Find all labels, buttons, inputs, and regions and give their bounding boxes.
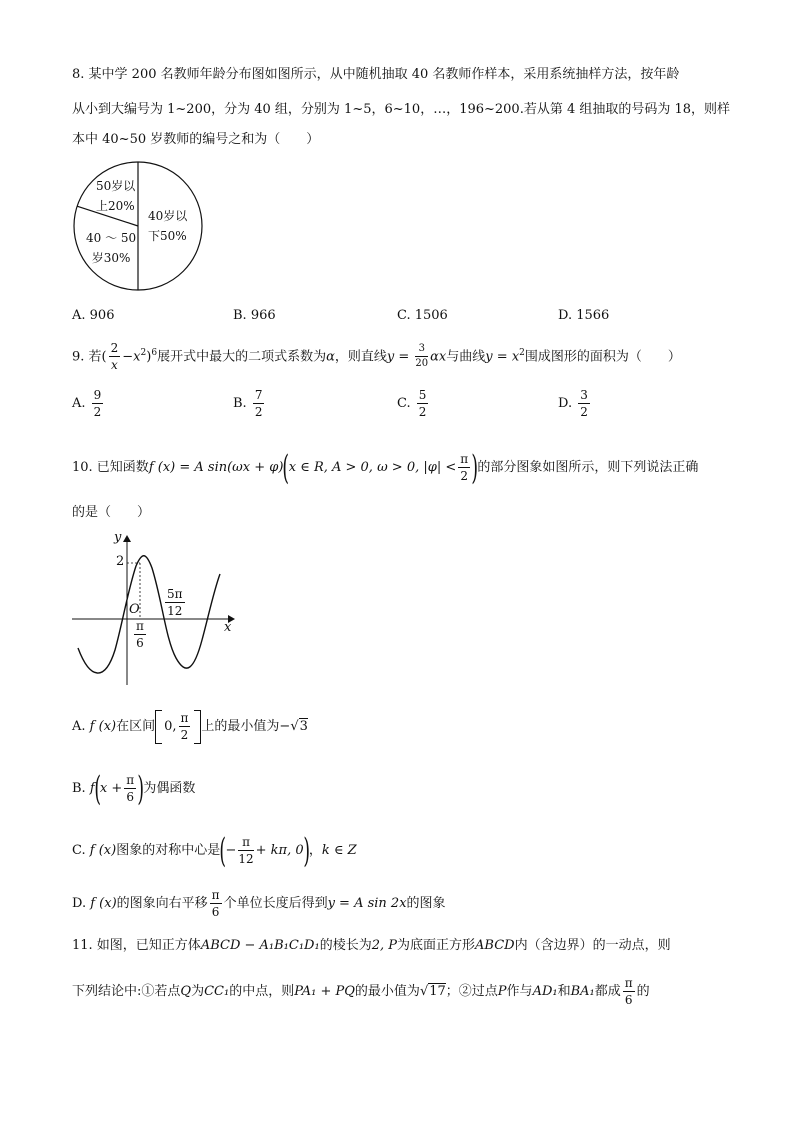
q9-eq: = [394,349,414,365]
age-pie-chart [70,158,206,294]
q10-c-t2: ， [308,843,322,858]
q9-stem: 9. 若( $\frac{2}{x}$ $-x^2)^6$展开式中最大的二项式系数为α，则直线y = $\frac{3}{20}$ αx与曲线$y = x^2$围成图形的面积为（ ） [72,341,681,373]
q11-abcd: ABCD [475,938,515,953]
q11-sqrt17: 17 [429,984,446,999]
q11-l1b: 的棱长为 [319,938,372,953]
q10-c-fx: f (x) [89,843,117,858]
q9-d-num: 3 [580,388,588,402]
q11-l1a: 11. 如图，已知正方体 [72,938,201,953]
q10-cond: x ∈ R, A > 0, ω > 0, |φ| < [288,460,457,475]
q10-line-2: 的是（ ） [72,505,151,520]
q8-line-2: 从小到大编号为 1~200，分为 40 组，分别为 1~5，6~10，…，196~200.若从第 4 组抽取的号码为 18，则样 [72,102,731,117]
q11-l2e: ；②过点 [445,984,498,999]
pie-slice-over50 [96,176,135,216]
q8-option-d[interactable]: D. 1566 [558,308,610,323]
q9-c-num: 5 [418,388,427,402]
pie-label-under40-b: 下50% [148,229,187,243]
graph-tick2-num: 5π [167,587,183,601]
q11-l2f: 作与 [506,984,533,999]
q9-option-c[interactable] [397,384,430,424]
graph-origin: O [129,602,140,617]
q9-a-letter: A. [72,396,86,411]
q10-a-letter: A. [72,719,86,734]
q11-ad1: AD₁ [532,984,558,999]
q10-a-pi: π [180,711,189,725]
q11-l2a: 下列结论中:①若点 [72,984,181,999]
q10-option-b[interactable]: B. f(x + $\frac{\pi}{6}$ )为偶函数 [72,768,196,809]
q9-frac-den: x [111,358,118,373]
q9-alpha: α [326,349,335,365]
q11-l1c: 为底面正方形 [397,938,476,953]
q9-y: y [386,349,395,365]
pie-slice-under40 [148,206,187,246]
q9-d-letter: D. [558,396,573,411]
q10-d-fx: f (x) [90,896,117,911]
graph-tick-5pi12 [165,588,185,617]
q9-mid1: 展开式中最大的二项式系数为 [157,349,327,365]
q10-d-pi: π [211,888,220,902]
q10-c-letter: C. [72,843,86,858]
q10-a-zero: 0, [164,719,177,734]
q11-two: 2, P [371,938,397,953]
graph-tick1-num: π [136,619,144,633]
q10-b-t: 为偶函数 [143,781,196,796]
q11-l2g: 和 [557,984,571,999]
q11-l2i: 的 [636,984,650,999]
q10-a-t2: 上的最小值为 [201,719,280,734]
q10-prefix: 10. 已知函数 [72,460,149,475]
sine-curve [78,556,220,673]
graph-tick2-den: 12 [167,604,183,618]
q10-b-f: f [89,781,95,796]
q11-l2h: 都成 [594,984,621,999]
q9-option-a[interactable] [72,384,105,424]
q10-tail: 的部分图象如图所示，则下列说法正确 [477,460,699,475]
q11-pi: π [624,976,633,990]
q9-c-letter: C. [397,396,411,411]
q11-l2d: 的最小值为 [354,984,420,999]
q10-c-twelve: 12 [238,852,254,866]
q10-pi: π [460,452,469,466]
q10-d-t3: 的图象 [406,896,446,911]
pie-label-40to50-a: 40 ～ 50 [86,231,137,245]
q11-q: Q [180,984,192,999]
q10-c-k: k ∈ Z [321,843,357,858]
pie-label-over50-a: 50岁以 [96,179,136,193]
q8-line-3: 本中 40~50 岁教师的编号之和为（ ） [72,132,320,147]
q9-b-letter: B. [233,396,247,411]
q10-d-t1: 的图象向右平移 [116,896,208,911]
q9-mid2: ，则直线 [334,349,387,365]
graph-tick1-den: 6 [136,636,144,650]
q11-p: P [497,984,507,999]
q11-l2b: 为 [191,984,205,999]
q9-sq2: 2 [519,348,525,358]
q9-option-d[interactable] [558,384,592,424]
q8-option-c[interactable]: C. 1506 [397,308,448,323]
q9-b-den: 2 [254,405,263,419]
q9-frac-num: 2 [110,341,119,356]
q11-six: 6 [624,993,633,1007]
q8-option-a[interactable]: A. 906 [72,308,115,323]
pie-label-under40-a: 40岁以 [148,209,188,223]
q10-d-six: 6 [211,905,220,919]
pie-label-40to50-b: 岁30% [91,251,131,265]
q11-line-1 [72,937,671,955]
q10-b-pi: π [126,773,135,787]
pie-slice-40to50 [86,228,136,268]
q8-option-b[interactable]: B. 966 [233,308,276,323]
q10-option-a[interactable]: A. f (x)在区间 0, $\frac{\pi}{2}$ 上的最小值为−√3 [72,711,308,742]
q11-cube: ABCD − A₁B₁C₁D₁ [200,938,320,953]
q9-sq: 2 [140,348,147,358]
graph-x-label: x [224,620,232,635]
q9-option-b[interactable] [233,384,266,424]
pie-label-over50-b: 上20% [96,199,135,213]
q9-prefix: 9. 若 [72,349,102,365]
q9-k-num: 3 [415,344,428,357]
q10-b-six: 6 [126,790,135,804]
q10-a-t1: 在区间 [116,719,156,734]
q8-line-1: 8. 某中学 200 名教师年龄分布图如图所示，从中随机抽取 40 名教师作样本，采用系统抽样方法，按年龄 [72,67,680,82]
q9-x: x [133,349,141,365]
q9-a-num: 9 [93,388,102,402]
q9-d-den: 2 [580,405,588,419]
q10-stem: 10. 已知函数f (x) = A sin(ωx + φ)(x ∈ R, A > 0, ω > 0, |φ| < $\frac{\pi}{2}$ )的部分图象如图所示，则下列说法正确 [72,447,699,488]
q10-b-letter: B. [72,781,86,796]
q10-two: 2 [460,469,469,483]
q9-a-den: 2 [93,405,102,419]
q10-a-two: 2 [180,728,189,742]
q9-minus: − [122,349,134,365]
q11-l2c: 的中点，则 [229,984,295,999]
q10-a-fx: f (x) [89,719,117,734]
sine-graph [70,530,240,690]
graph-y-label: y [114,530,122,545]
q10-c-minus: − [225,843,237,858]
q9-ax: αx [430,349,447,365]
q10-a-minus: − [279,719,291,734]
q10-d-letter: D. [72,896,87,911]
q11-ba1: BA₁ [570,984,595,999]
q10-a-sqrt: 3 [299,719,308,734]
q9-tail: 围成图形的面积为（ ） [524,349,681,365]
q9-pow: 6 [151,348,158,358]
q10-b-x: x + [99,781,123,796]
q9-y2: y [485,349,493,365]
q9-c-den: 2 [418,405,427,419]
q11-cc1: CC₁ [204,984,230,999]
q9-x3: x [511,349,520,365]
q11-line-2: 下列结论中:①若点Q为CC₁的中点，则PA₁ + PQ的最小值为√17；②过点P作与AD₁和BA₁都成 $\frac{\pi}{6}$ 的 [72,976,650,1007]
q9-b-num: 7 [254,388,263,402]
q10-c-t1: 图象的对称中心是 [116,843,221,858]
sine-graph-svg [70,530,240,690]
q10-fx: f (x) = A sin(ωx + φ) [148,460,284,475]
q10-option-c[interactable]: C. f (x)图象的对称中心是(− $\frac{\pi}{12}$ + kπ, 0)，k ∈ Z [72,830,357,871]
graph-y-tick: 2 [116,554,125,569]
q11-l1d: 内（含边界）的一动点，则 [514,938,671,953]
q10-option-d[interactable] [72,884,446,924]
q9-k-den: 20 [415,358,429,370]
q10-d-t2: 个单位长度后得到 [223,896,328,911]
q11-expr: PA₁ + PQ [294,984,355,999]
q9-eq2: = [492,349,512,365]
q9-mid3: 与曲线 [446,349,486,365]
q10-c-pi: π [238,836,253,851]
q10-d-expr: y = A sin 2x [327,896,407,911]
q10-c-kpi: + kπ, 0 [255,843,304,858]
graph-tick-pi6 [134,620,146,649]
